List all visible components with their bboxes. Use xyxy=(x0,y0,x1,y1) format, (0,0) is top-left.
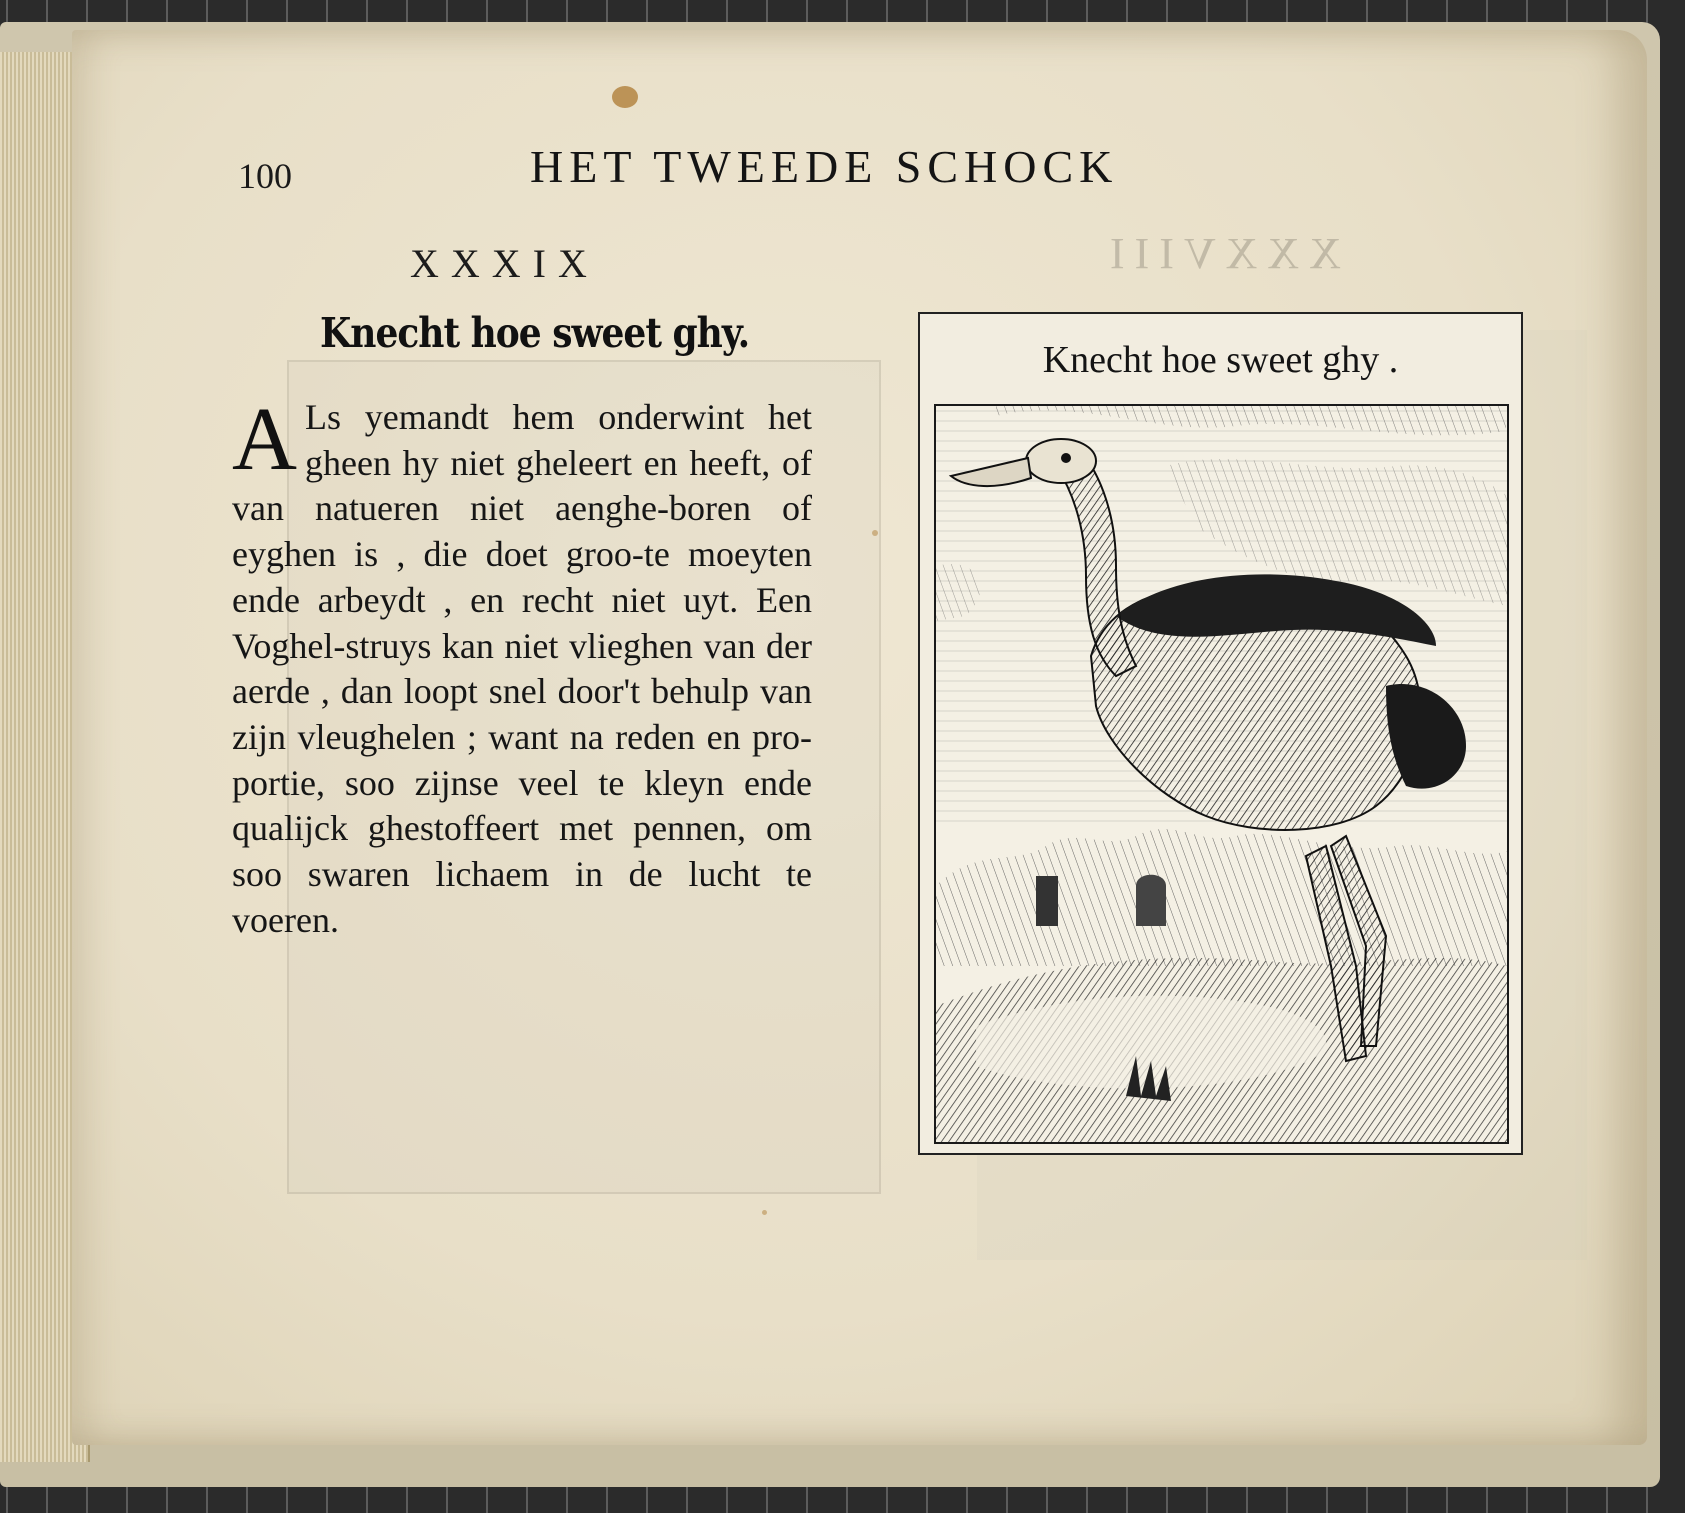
foxing-stain xyxy=(762,1210,767,1215)
running-head: HET TWEEDE SCHOCK xyxy=(530,141,1119,192)
distant-trees xyxy=(936,829,1507,966)
foxing-stain xyxy=(612,86,638,108)
engraving-plate xyxy=(918,312,1523,1155)
ostrich-illustration xyxy=(936,406,1507,1142)
chapter-title: Knecht hoe sweet ghy. xyxy=(320,308,750,358)
hut-door xyxy=(1036,876,1058,926)
show-through-chapter-number: XXXVIII xyxy=(1100,229,1342,278)
plate-motto: Knecht hoe sweet ghy . xyxy=(1042,339,1399,381)
hut-door xyxy=(1136,875,1166,926)
ostrich-engraving xyxy=(934,404,1509,1144)
page-number: 100 xyxy=(238,156,292,196)
drop-cap: A xyxy=(232,390,297,489)
chapter-number: XXXIX xyxy=(410,241,599,286)
body-text: Ls yemandt hem onderwint het gheen hy niet gheleert en heeft, of van natueren niet aenghe-boren of eyghen is , die doet groo-te moeyten ende arbeydt , en recht niet uyt. Een Voghel-struys kan niet vlieghen van der aerde , dan loopt snel door't behulp van zijn vleughelen ; want na reden en pro-portie, soo zijnse veel te kleyn ende qualijck ghestoffeert met pennen, om soo swaren lichaem in de lucht te voeren. xyxy=(232,397,812,940)
ostrich-head xyxy=(1026,439,1096,483)
foxing-stain xyxy=(872,530,878,536)
body-paragraph xyxy=(232,390,812,943)
ostrich-eye xyxy=(1061,453,1071,463)
